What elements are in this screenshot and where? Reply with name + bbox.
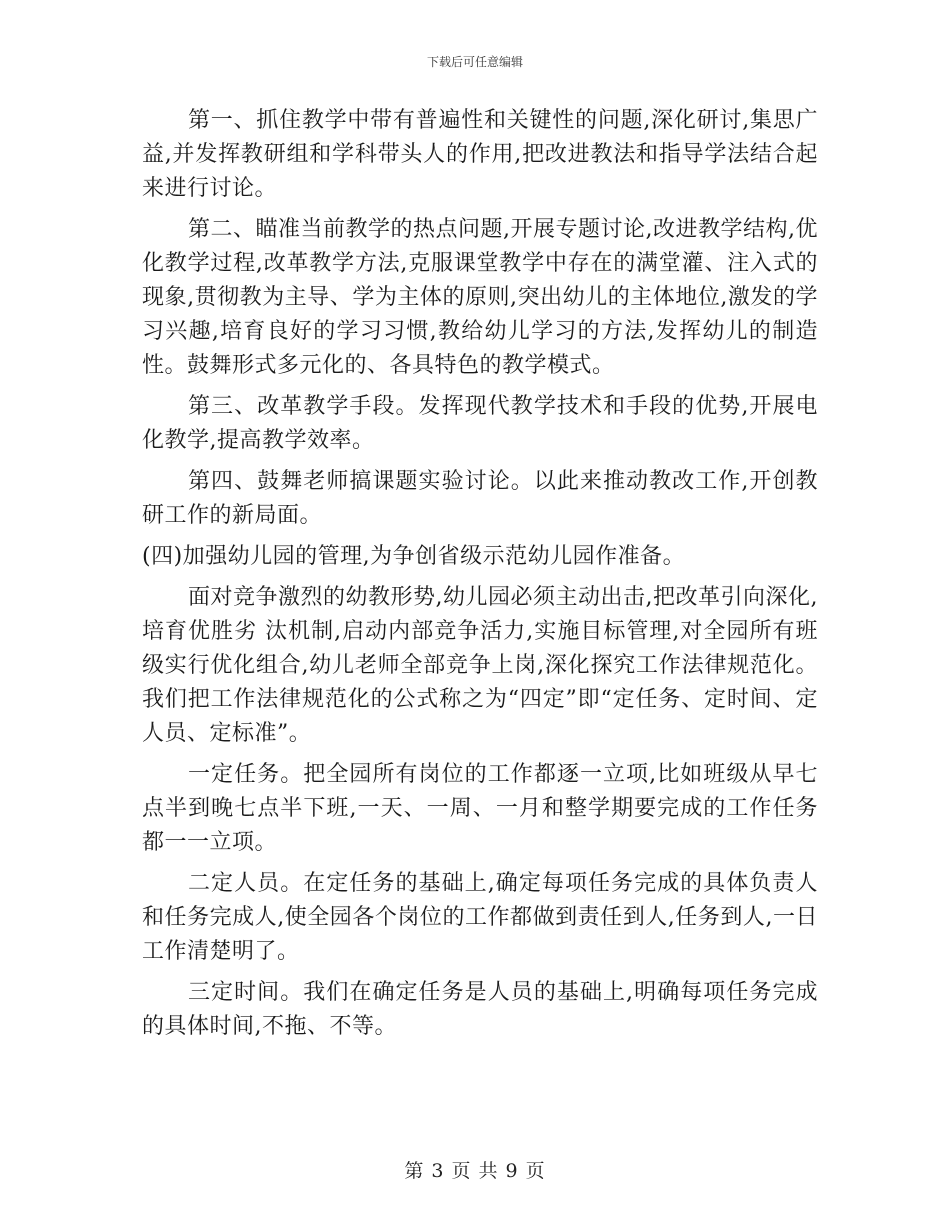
paragraph-first-point: 第一、抓住教学中带有普遍性和关键性的问题,深化研讨,集思广益,并发挥教研组和学科带头人的作用,把改进教法和指导学法结合起来进行讨论。 [142,108,818,201]
paragraph-third-point: 第三、改革教学手段。发挥现代教学技术和手段的优势,开展电化教学,提高教学效率。 [142,394,818,453]
paragraph-second-point: 第二、瞄准当前教学的热点问题,开展专题讨论,改进教学结构,优化教学过程,改革教学方法,克服课堂教学中存在的满堂灌、注入式的现象,贯彻教为主导、学为主体的原则,突出幼儿的主体地位,激发的学习兴趣,培育良好的学习习惯,教给幼儿学习的方法,发挥幼儿的制造性。鼓舞形式多元化的、各具特色的教学模式。 [142,217,818,378]
paragraph-competition: 面对竞争激烈的幼教形势,幼儿园必须主动出击,把改革引向深化,培育优胜劣 汰机制,启动内部竞争活力,实施目标管理,对全园所有班级实行优化组合,幼儿老师全部竞争上岗,深化探究工作法律规范化。我们把工作法律规范化的公式称之为“四定”即“定任务、定时间、定人员、定标准”。 [142,585,818,746]
page-number-footer: 第 3 页 共 9 页 [404,1160,546,1182]
document-body [142,104,818,1051]
paragraph-define-time: 三定时间。我们在确定任务是人员的基础上,明确每项任务完成的具体时间,不拖、不等。 [142,980,818,1039]
paragraph-define-personnel: 二定人员。在定任务的基础上,确定每项任务完成的具体负责人和任务完成人,使全园各个岗位的工作都做到责任到人,任务到人,一日工作清楚明了。 [142,871,818,964]
section-heading-management: (四)加强幼儿园的管理,为争创省级示范幼儿园作准备。 [142,544,686,569]
page-header-note: 下载后可任意编辑 [426,55,523,69]
paragraph-define-tasks: 一定任务。把全园所有岗位的工作都逐一立项,比如班级从早七点半到晚七点半下班,一天、一周、一月和整学期要完成的工作任务都一一立项。 [142,762,818,855]
paragraph-fourth-point: 第四、鼓舞老师搞课题实验讨论。以此来推动教改工作,开创教研工作的新局面。 [142,469,818,528]
